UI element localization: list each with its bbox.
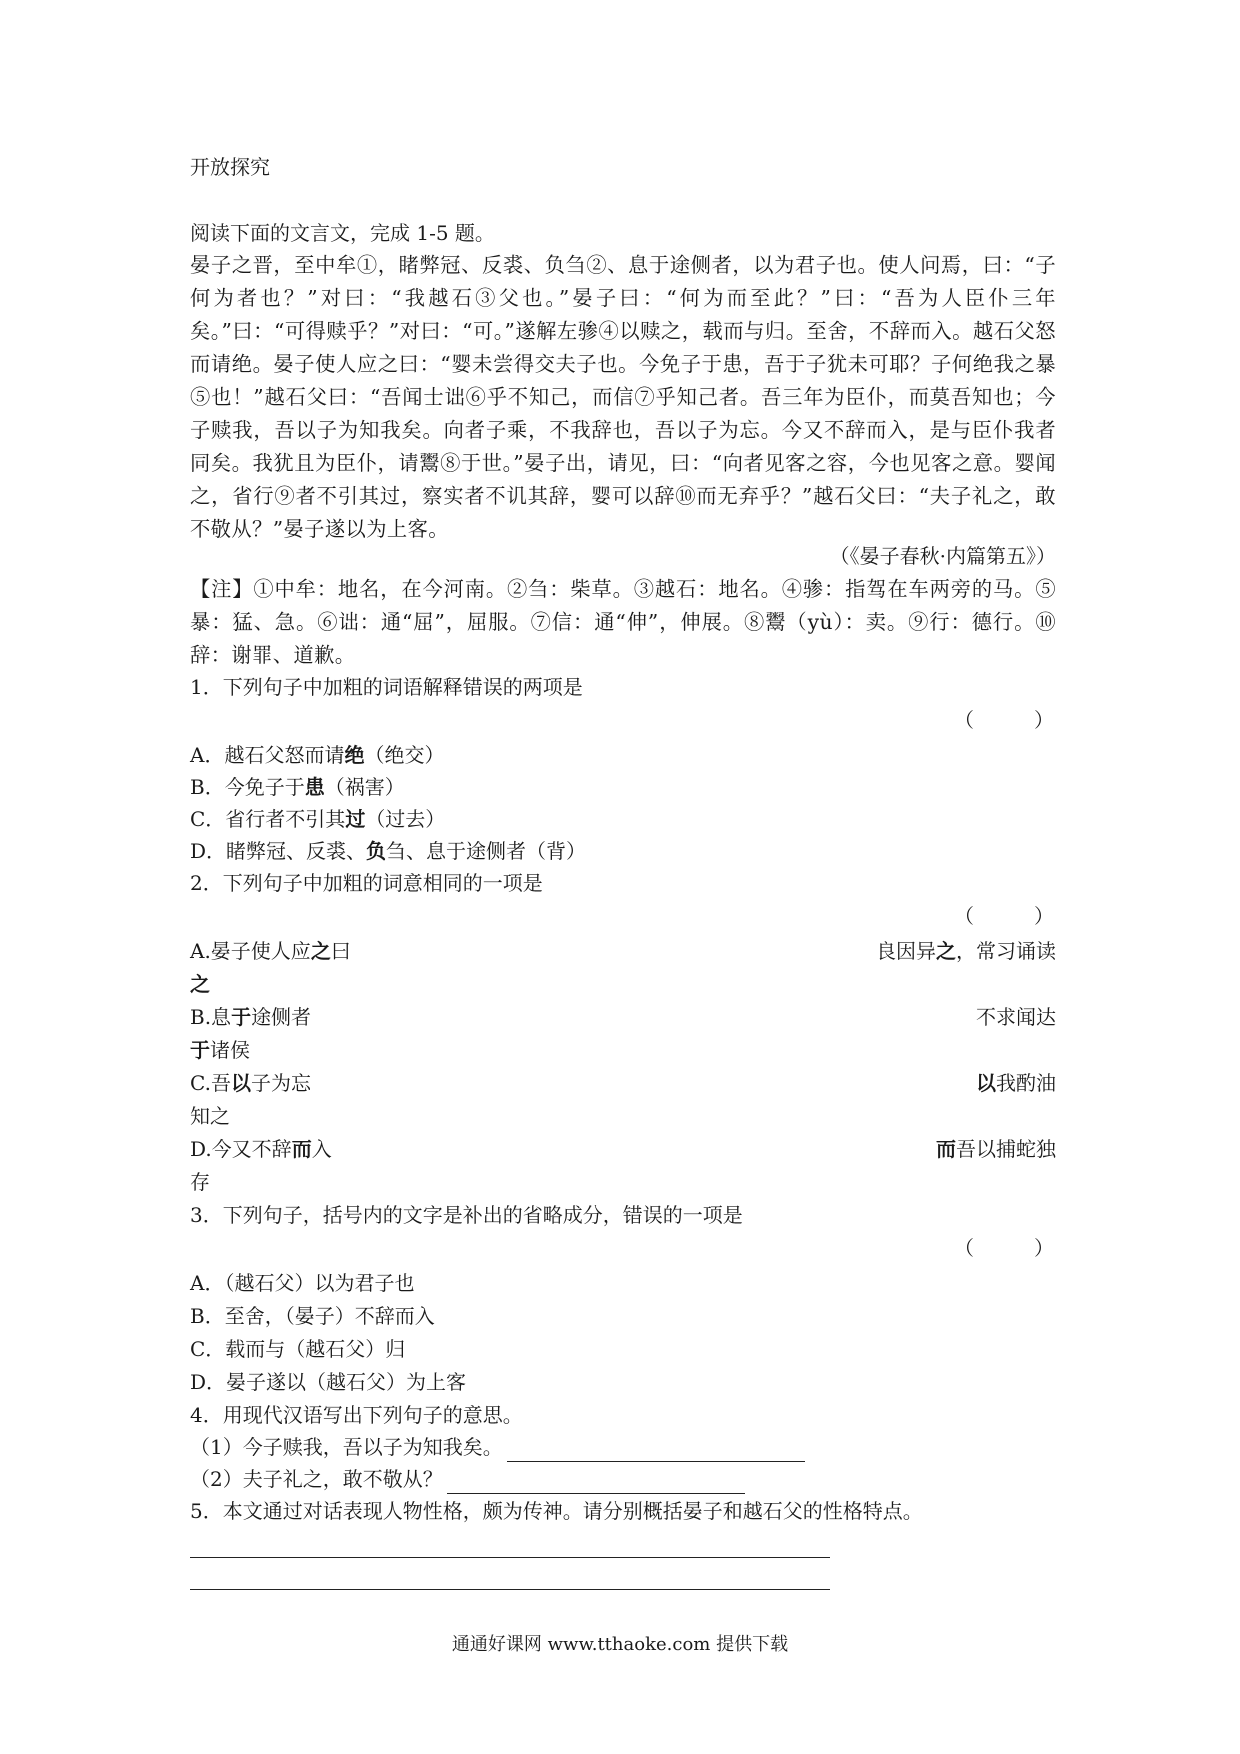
answer-line-2[interactable]: [190, 1589, 830, 1590]
q2-option-a-left: A.晏子使人应之曰: [190, 939, 351, 963]
q1-option-b: B．今免子于患（祸害）: [190, 775, 405, 799]
bold-word: 患: [304, 775, 325, 799]
classical-passage: 晏子之晋，至中牟①，睹弊冠、反裘、负刍②、息于途侧者，以为君子也。使人问焉，曰：“子何为者也？”对曰：“我越石③父也。”晏子曰：“何为而至此？”曰：“吾为人臣仆三年矣。”曰：“可得赎乎？”对曰：“可。”遂解左骖④以赎之，载而与归。至舍，不辞而入。越石父怒而请绝。晏子使人应之曰：“婴未尝得交夫子也。今免子于患，吾于子犹未可耶？子何绝我之暴⑤也！”越石父曰：“吾闻士诎⑥乎不知己，而信⑦乎知己者。吾三年为臣仆，而莫吾知也；今子赎我，吾以子为知我矣。向者子乘，不我辞也，吾以子为忘。今又不辞而入，是与臣仆我者同矣。我犹且为臣仆，请鬻⑧于世。”晏子出，请见，曰：“向者见客之容，今也见客之意。婴闻之，省行⑨者不引其过，察实者不讥其辞，婴可以辞⑩而无弃乎？”越石父曰：“夫子礼之，敢不敬从？”晏子遂以为上客。: [190, 253, 1056, 541]
q3-option-c: C．载而与（越石父）归: [190, 1337, 406, 1361]
page-footer: 通通好课网 www.tthaoke.com 提供下载: [451, 1634, 789, 1655]
passage-source: （《晏子春秋·内篇第五》）: [829, 544, 1056, 568]
question-1-stem: 1．下列句子中加粗的词语解释错误的两项是: [190, 675, 583, 699]
q1-option-a: A．越石父怒而请绝（绝交）: [190, 743, 445, 767]
q2-option-d-left: D.今又不辞而入: [190, 1137, 332, 1161]
q2-option-b-right: 不求闻达: [976, 1005, 1056, 1029]
question-3-stem: 3．下列句子，括号内的文字是补出的省略成分，错误的一项是: [190, 1203, 743, 1227]
question-3-answer-brackets: （ ）: [954, 1236, 1054, 1260]
q2-option-b-left: B.息于途侧者: [190, 1005, 312, 1029]
q2-option-a-right: 良因异之，常习诵读: [876, 939, 1056, 963]
question-2-answer-brackets: （ ）: [954, 904, 1054, 928]
q1-option-c: C．省行者不引其过（过去）: [190, 807, 446, 831]
answer-line-1[interactable]: [190, 1557, 830, 1558]
q3-option-a: A．（越石父）以为君子也: [190, 1271, 415, 1295]
bold-word: 绝: [344, 743, 365, 767]
section-heading: 开放探究: [190, 155, 270, 179]
q2-option-c-right: 以我酌油: [976, 1071, 1056, 1095]
answer-blank-1[interactable]: [507, 1439, 805, 1462]
question-4-stem: 4．用现代汉语写出下列句子的意思。: [190, 1403, 523, 1427]
q4-sentence-2: （2）夫子礼之，敢不敬从？: [190, 1464, 745, 1494]
q2-option-d-right: 而吾以捕蛇独: [936, 1137, 1056, 1161]
bold-word: 负: [366, 839, 387, 863]
question-5-stem: 5．本文通过对话表现人物性格，颇为传神。请分别概括晏子和越石父的性格特点。: [190, 1499, 923, 1523]
answer-blank-2[interactable]: [447, 1471, 745, 1494]
question-2-stem: 2．下列句子中加粗的词意相同的一项是: [190, 871, 543, 895]
q2-option-c-left: C.吾以子为忘: [190, 1071, 311, 1095]
q2-option-a-wrap: 之: [190, 972, 210, 996]
question-1-answer-brackets: （ ）: [954, 708, 1054, 732]
q3-option-d: D．晏子遂以（越石父）为上客: [190, 1370, 467, 1394]
instruction-text: 阅读下面的文言文，完成 1-5 题。: [190, 221, 495, 245]
bold-word: 过: [345, 807, 366, 831]
q2-option-d-wrap: 存: [190, 1170, 210, 1194]
annotation-notes: 【注】①中牟：地名，在今河南。②刍：柴草。③越石：地名。④骖：指驾在车两旁的马。⑤暴：猛、急。⑥诎：通“屈”，屈服。⑦信：通“伸”，伸展。⑧鬻（yù）：卖。⑨行：德行。⑩辞：谢罪、道歉。: [190, 577, 1056, 667]
q3-option-b: B．至舍，（晏子）不辞而入: [190, 1304, 435, 1328]
q4-sentence-1: （1）今子赎我，吾以子为知我矣。: [190, 1432, 805, 1462]
q2-option-c-wrap: 知之: [190, 1104, 230, 1128]
q1-option-d: D．睹弊冠、反裘、负刍、息于途侧者（背）: [190, 839, 587, 863]
q2-option-b-wrap: 于诸侯: [190, 1038, 250, 1062]
